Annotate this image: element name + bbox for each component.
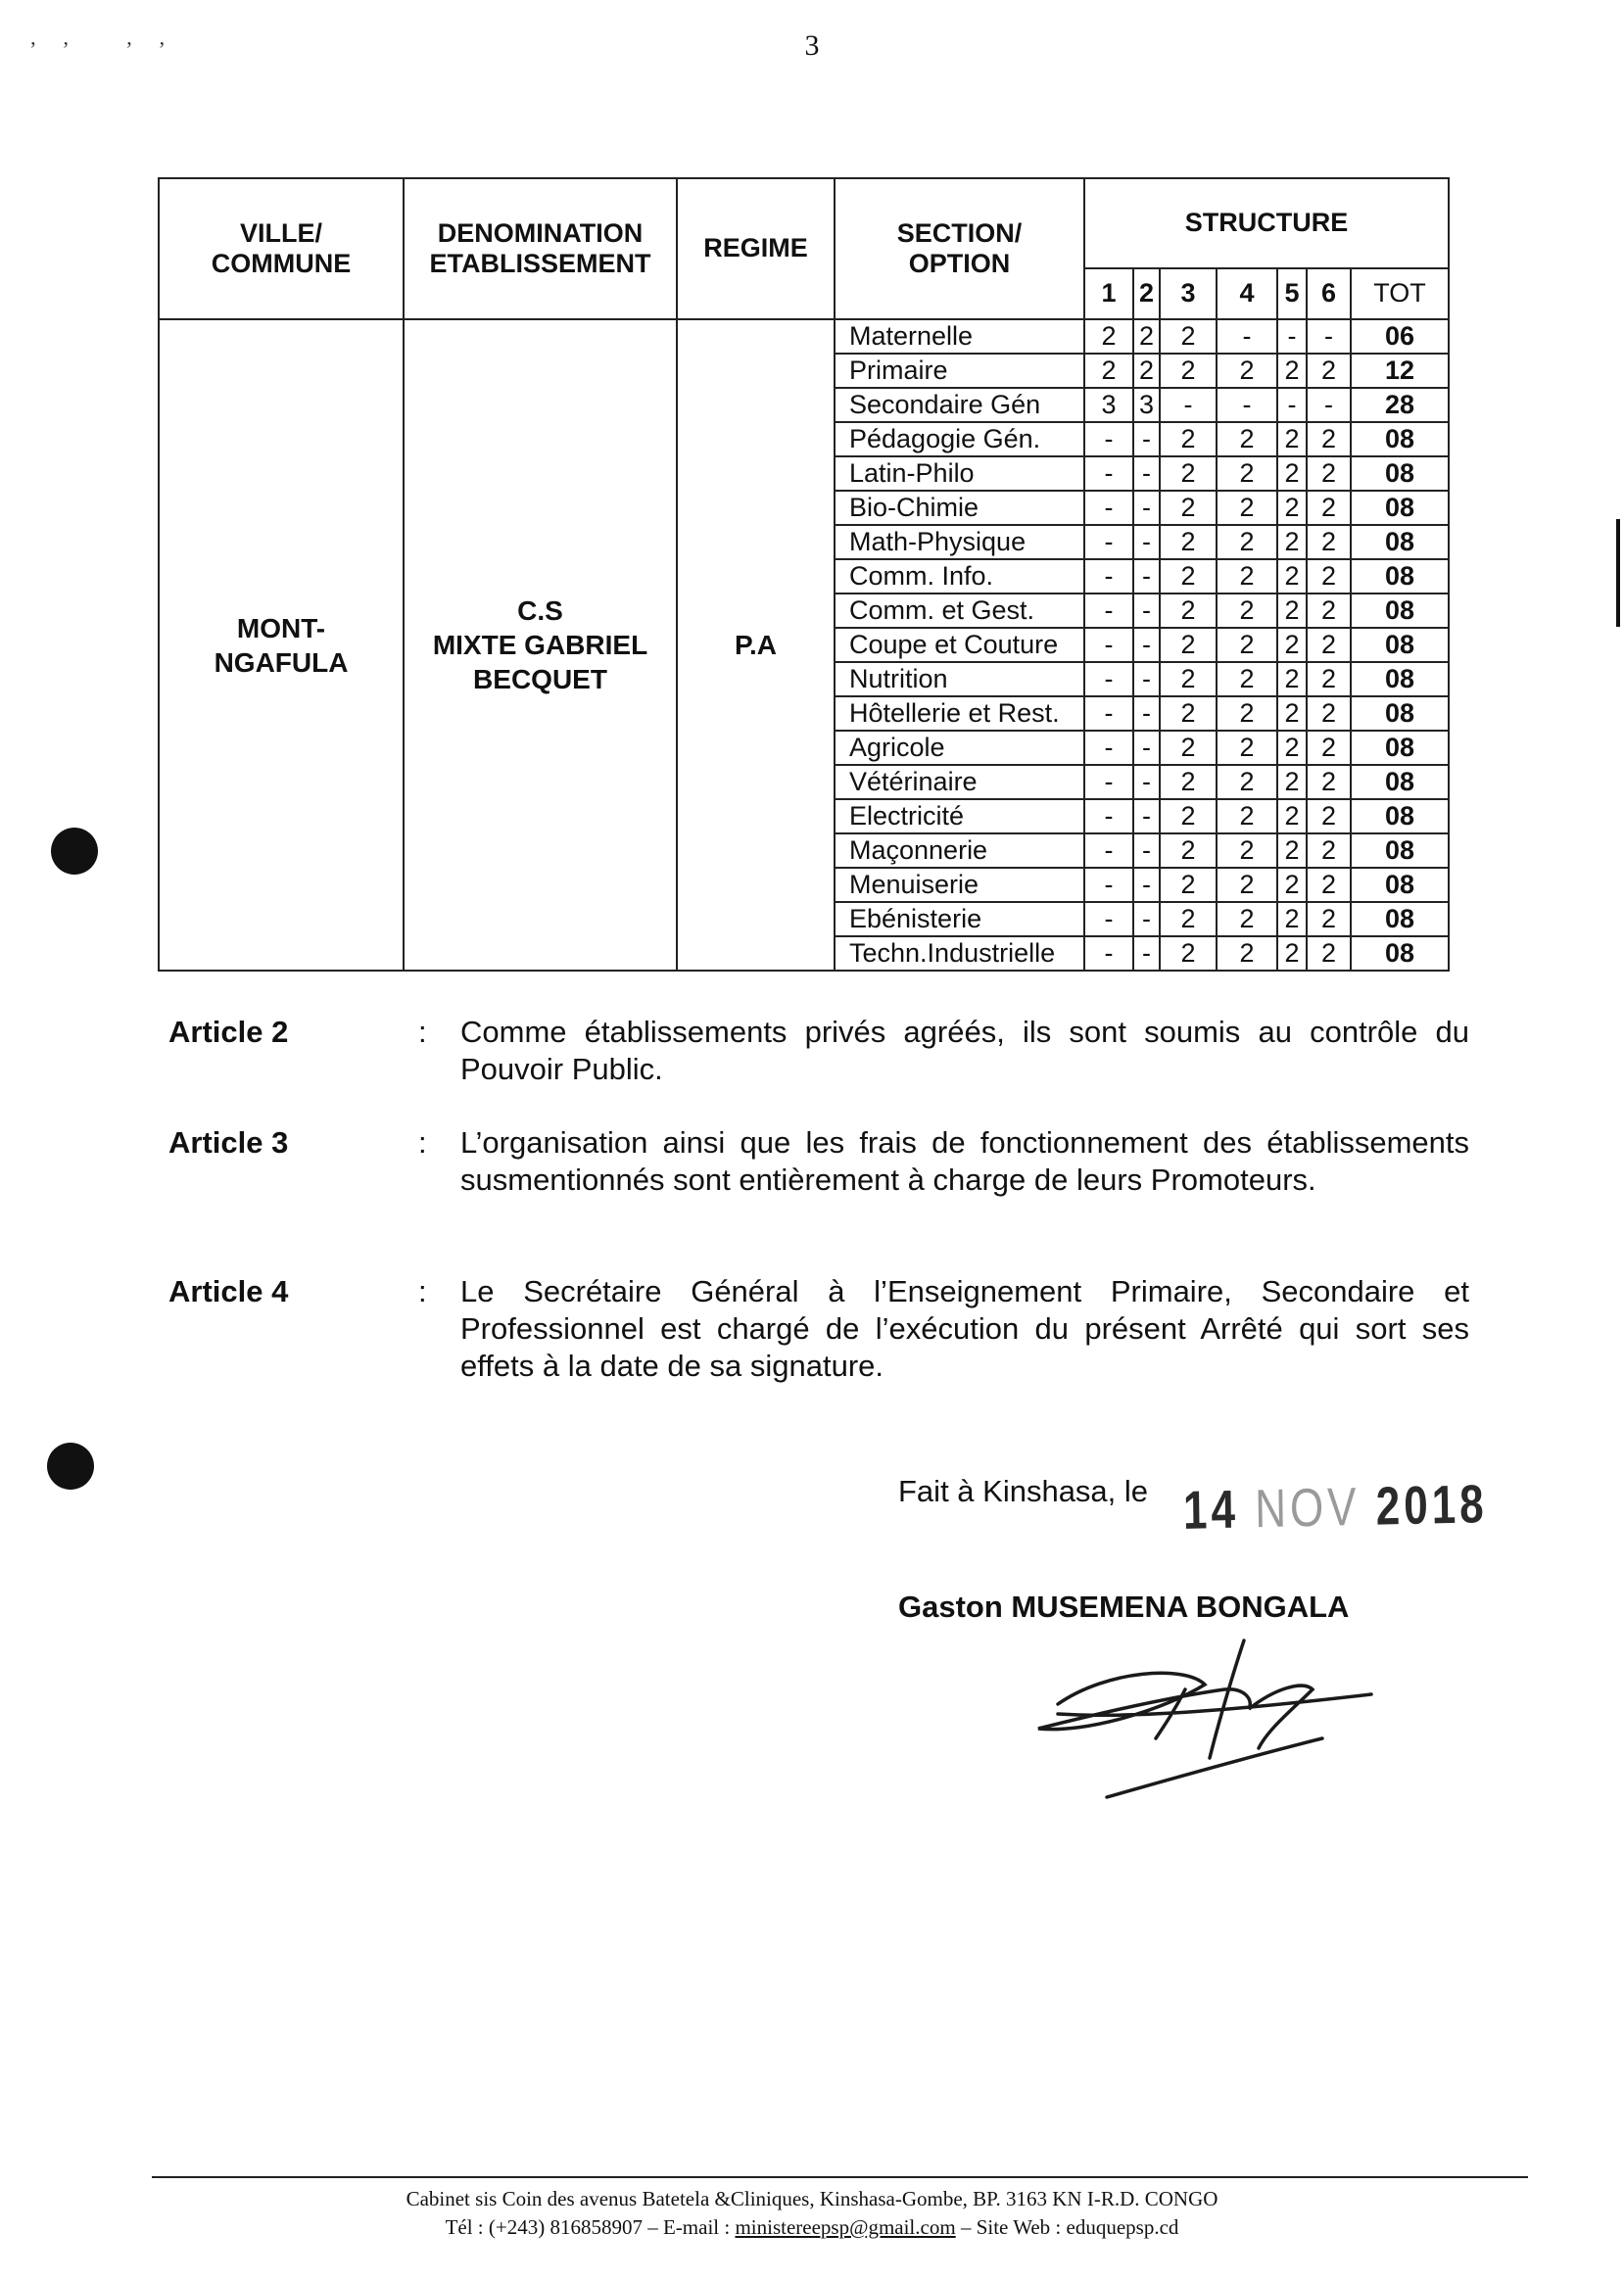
grade-1-cell: - (1084, 765, 1133, 799)
footer-website: – Site Web : eduquepsp.cd (960, 2215, 1179, 2239)
scan-edge-mark (1616, 519, 1620, 627)
grade-3-cell: 2 (1160, 902, 1217, 936)
grade-2-cell: - (1133, 594, 1160, 628)
grade-5-cell: 2 (1277, 456, 1307, 491)
grade-6-cell: 2 (1307, 936, 1351, 971)
grade-4-cell: - (1217, 388, 1277, 422)
grade-5-cell: 2 (1277, 422, 1307, 456)
option-cell: Agricole (835, 731, 1084, 765)
article-text: Le Secrétaire Général à l’Enseignement Primaire, Secondaire et Professionnel est chargé de l’exécution du présent Arrêté qui sort ses effets à la date de sa signature. (460, 1274, 1469, 1383)
total-cell: 08 (1351, 799, 1449, 833)
grade-1-cell: - (1084, 936, 1133, 971)
total-cell: 08 (1351, 868, 1449, 902)
punch-hole-mark (51, 828, 98, 875)
grade-6-cell: 2 (1307, 868, 1351, 902)
grade-3-cell: 2 (1160, 491, 1217, 525)
option-cell: Vétérinaire (835, 765, 1084, 799)
grade-3-cell: 2 (1160, 765, 1217, 799)
place-date-line: Fait à Kinshasa, le (898, 1474, 1149, 1508)
grade-3-cell: 2 (1160, 731, 1217, 765)
option-cell: Maçonnerie (835, 833, 1084, 868)
grade-3-cell: 2 (1160, 525, 1217, 559)
grade-2-cell: - (1133, 765, 1160, 799)
grade-3-cell: 2 (1160, 559, 1217, 594)
grade-1-cell: - (1084, 422, 1133, 456)
grade-3-cell: 2 (1160, 662, 1217, 696)
grade-6-cell: - (1307, 319, 1351, 354)
grade-2-cell: 3 (1133, 388, 1160, 422)
grade-3-cell: 2 (1160, 628, 1217, 662)
grade-6-cell: 2 (1307, 799, 1351, 833)
grade-3-cell: 2 (1160, 868, 1217, 902)
option-cell: Primaire (835, 354, 1084, 388)
header-section-option: SECTION/ OPTION (835, 178, 1084, 319)
grade-4-cell: 2 (1217, 799, 1277, 833)
footer-divider (152, 2176, 1528, 2178)
grade-6-cell: 2 (1307, 662, 1351, 696)
grade-4-cell: 2 (1217, 662, 1277, 696)
grade-2-cell: - (1133, 525, 1160, 559)
total-cell: 08 (1351, 456, 1449, 491)
grade-2-cell: - (1133, 833, 1160, 868)
article-colon: : (418, 1015, 427, 1049)
option-cell: Hôtellerie et Rest. (835, 696, 1084, 731)
grade-6-cell: 2 (1307, 491, 1351, 525)
header-total: TOT (1351, 268, 1449, 319)
grade-5-cell: 2 (1277, 936, 1307, 971)
header-ville-commune: VILLE/ COMMUNE (159, 178, 404, 319)
total-cell: 08 (1351, 731, 1449, 765)
option-cell: Comm. et Gest. (835, 594, 1084, 628)
total-cell: 08 (1351, 662, 1449, 696)
grade-3-cell: 2 (1160, 833, 1217, 868)
grade-6-cell: 2 (1307, 696, 1351, 731)
grade-1-cell: - (1084, 594, 1133, 628)
grade-4-cell: 2 (1217, 354, 1277, 388)
grade-6-cell: 2 (1307, 902, 1351, 936)
date-stamp (1183, 1474, 1488, 1542)
total-cell: 08 (1351, 902, 1449, 936)
grade-2-cell: - (1133, 456, 1160, 491)
grade-6-cell: 2 (1307, 456, 1351, 491)
total-cell: 08 (1351, 833, 1449, 868)
grade-1-cell: - (1084, 731, 1133, 765)
punch-hole-mark (47, 1443, 94, 1490)
option-cell: Coupe et Couture (835, 628, 1084, 662)
option-cell: Maternelle (835, 319, 1084, 354)
total-cell: 08 (1351, 765, 1449, 799)
grade-1-cell: - (1084, 868, 1133, 902)
grade-1-cell: - (1084, 525, 1133, 559)
scan-marks: ʼʼ ʼʼ (29, 37, 191, 62)
footer-phone: Tél : (+243) 816858907 – E-mail : (445, 2215, 731, 2239)
grade-3-cell: 2 (1160, 799, 1217, 833)
signature-image (1019, 1631, 1381, 1817)
grade-4-cell: 2 (1217, 731, 1277, 765)
grade-5-cell: - (1277, 319, 1307, 354)
article-colon: : (418, 1274, 427, 1308)
grade-2-cell: - (1133, 696, 1160, 731)
header-regime: REGIME (677, 178, 835, 319)
grade-3-cell: 2 (1160, 696, 1217, 731)
header-structure: STRUCTURE (1084, 178, 1449, 268)
grade-2-cell: - (1133, 799, 1160, 833)
header-grade-6: 6 (1307, 268, 1351, 319)
grade-5-cell: 2 (1277, 902, 1307, 936)
structure-table (158, 177, 1450, 972)
grade-5-cell: 2 (1277, 731, 1307, 765)
option-cell: Latin-Philo (835, 456, 1084, 491)
grade-1-cell: - (1084, 491, 1133, 525)
grade-4-cell: 2 (1217, 628, 1277, 662)
grade-1-cell: - (1084, 799, 1133, 833)
grade-4-cell: 2 (1217, 833, 1277, 868)
grade-1-cell: 2 (1084, 319, 1133, 354)
option-cell: Secondaire Gén (835, 388, 1084, 422)
grade-3-cell: 2 (1160, 319, 1217, 354)
grade-1-cell: - (1084, 902, 1133, 936)
total-cell: 08 (1351, 594, 1449, 628)
total-cell: 08 (1351, 525, 1449, 559)
grade-5-cell: 2 (1277, 354, 1307, 388)
option-cell: Comm. Info. (835, 559, 1084, 594)
article-label: Article 2 (168, 1015, 289, 1049)
option-cell: Electricité (835, 799, 1084, 833)
stamp-day: 14 (1182, 1479, 1240, 1542)
grade-6-cell: 2 (1307, 765, 1351, 799)
header-grade-5: 5 (1277, 268, 1307, 319)
grade-4-cell: 2 (1217, 422, 1277, 456)
total-cell: 08 (1351, 936, 1449, 971)
total-cell: 08 (1351, 696, 1449, 731)
grade-5-cell: - (1277, 388, 1307, 422)
grade-2-cell: - (1133, 662, 1160, 696)
total-cell: 08 (1351, 422, 1449, 456)
grade-4-cell: 2 (1217, 902, 1277, 936)
grade-5-cell: 2 (1277, 525, 1307, 559)
article-text: L’organisation ainsi que les frais de fonctionnement des établissements susmentionnés sont entièrement à charge de leurs Promoteurs. (460, 1125, 1469, 1197)
grade-1-cell: - (1084, 559, 1133, 594)
grade-2-cell: - (1133, 868, 1160, 902)
grade-5-cell: 2 (1277, 696, 1307, 731)
grade-4-cell: 2 (1217, 696, 1277, 731)
grade-6-cell: - (1307, 388, 1351, 422)
grade-4-cell: 2 (1217, 491, 1277, 525)
grade-4-cell: 2 (1217, 594, 1277, 628)
grade-1-cell: 2 (1084, 354, 1133, 388)
grade-3-cell: 2 (1160, 354, 1217, 388)
grade-2-cell: 2 (1133, 354, 1160, 388)
grade-3-cell: 2 (1160, 594, 1217, 628)
grade-6-cell: 2 (1307, 594, 1351, 628)
grade-5-cell: 2 (1277, 559, 1307, 594)
grade-4-cell: 2 (1217, 936, 1277, 971)
grade-1-cell: - (1084, 662, 1133, 696)
option-cell: Techn.Industrielle (835, 936, 1084, 971)
total-cell: 12 (1351, 354, 1449, 388)
grade-4-cell: 2 (1217, 868, 1277, 902)
header-grade-1: 1 (1084, 268, 1133, 319)
grade-5-cell: 2 (1277, 491, 1307, 525)
page-number: 3 (804, 29, 820, 62)
grade-6-cell: 2 (1307, 731, 1351, 765)
total-cell: 28 (1351, 388, 1449, 422)
ville-commune-cell: MONT- NGAFULA (159, 319, 404, 971)
grade-3-cell: - (1160, 388, 1217, 422)
grade-2-cell: - (1133, 628, 1160, 662)
grade-2-cell: - (1133, 902, 1160, 936)
grade-2-cell: 2 (1133, 319, 1160, 354)
grade-3-cell: 2 (1160, 422, 1217, 456)
header-denomination: DENOMINATION ETABLISSEMENT (404, 178, 677, 319)
grade-6-cell: 2 (1307, 833, 1351, 868)
grade-2-cell: - (1133, 491, 1160, 525)
grade-5-cell: 2 (1277, 833, 1307, 868)
grade-6-cell: 2 (1307, 354, 1351, 388)
option-cell: Math-Physique (835, 525, 1084, 559)
option-cell: Bio-Chimie (835, 491, 1084, 525)
total-cell: 08 (1351, 559, 1449, 594)
option-cell: Pédagogie Gén. (835, 422, 1084, 456)
grade-4-cell: 2 (1217, 559, 1277, 594)
grade-2-cell: - (1133, 731, 1160, 765)
option-cell: Nutrition (835, 662, 1084, 696)
grade-1-cell: - (1084, 833, 1133, 868)
footer-address: Cabinet sis Coin des avenus Batetela &Cliniques, Kinshasa-Gombe, BP. 3163 KN I-R.D. CONGO (406, 2187, 1218, 2210)
stamp-month: NOV (1254, 1477, 1361, 1540)
grade-1-cell: - (1084, 696, 1133, 731)
grade-5-cell: 2 (1277, 594, 1307, 628)
denomination-cell: C.S MIXTE GABRIEL BECQUET (404, 319, 677, 971)
article-label: Article 4 (168, 1274, 289, 1308)
option-cell: Menuiserie (835, 868, 1084, 902)
grade-1-cell: - (1084, 456, 1133, 491)
grade-6-cell: 2 (1307, 525, 1351, 559)
grade-6-cell: 2 (1307, 628, 1351, 662)
grade-1-cell: - (1084, 628, 1133, 662)
grade-4-cell: 2 (1217, 456, 1277, 491)
header-grade-2: 2 (1133, 268, 1160, 319)
grade-5-cell: 2 (1277, 799, 1307, 833)
grade-6-cell: 2 (1307, 422, 1351, 456)
article-text: Comme établissements privés agréés, ils sont soumis au contrôle du Pouvoir Public. (460, 1015, 1469, 1086)
stamp-year: 2018 (1375, 1474, 1489, 1538)
total-cell: 08 (1351, 491, 1449, 525)
footer-email-link[interactable]: ministereepsp@gmail.com (735, 2215, 956, 2239)
footer-contact (0, 2215, 1624, 2240)
total-cell: 08 (1351, 628, 1449, 662)
grade-3-cell: 2 (1160, 456, 1217, 491)
grade-4-cell: 2 (1217, 765, 1277, 799)
grade-4-cell: - (1217, 319, 1277, 354)
grade-5-cell: 2 (1277, 628, 1307, 662)
article-label: Article 3 (168, 1125, 289, 1160)
regime-cell: P.A (677, 319, 835, 971)
option-cell: Ebénisterie (835, 902, 1084, 936)
grade-2-cell: - (1133, 422, 1160, 456)
table-row (159, 319, 1449, 354)
grade-6-cell: 2 (1307, 559, 1351, 594)
header-grade-3: 3 (1160, 268, 1217, 319)
header-grade-4: 4 (1217, 268, 1277, 319)
grade-1-cell: 3 (1084, 388, 1133, 422)
grade-5-cell: 2 (1277, 765, 1307, 799)
article-colon: : (418, 1125, 427, 1160)
grade-2-cell: - (1133, 559, 1160, 594)
grade-4-cell: 2 (1217, 525, 1277, 559)
total-cell: 06 (1351, 319, 1449, 354)
grade-5-cell: 2 (1277, 662, 1307, 696)
signatory-name: Gaston MUSEMENA BONGALA (898, 1590, 1350, 1624)
grade-5-cell: 2 (1277, 868, 1307, 902)
grade-3-cell: 2 (1160, 936, 1217, 971)
grade-2-cell: - (1133, 936, 1160, 971)
